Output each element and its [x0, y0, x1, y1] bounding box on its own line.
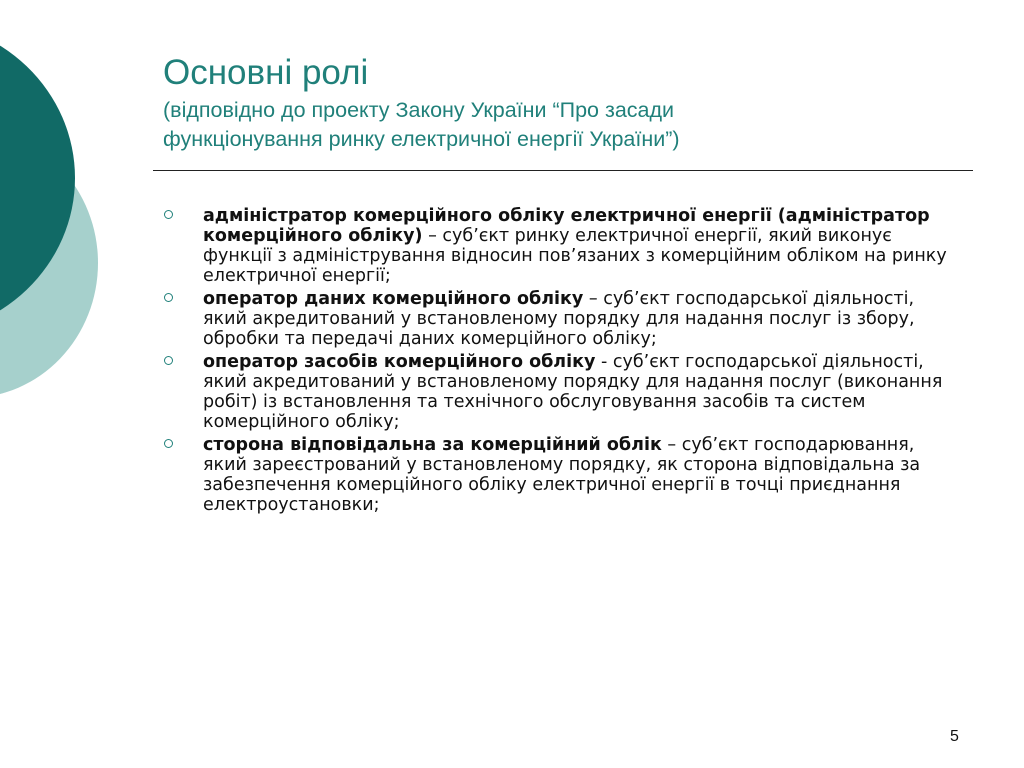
bullet-item — [160, 289, 960, 349]
bullet-term: адміністратор комерційного обліку електричної енергії (адміністратор комерційного обліку) — [203, 206, 930, 246]
title-block — [163, 52, 963, 154]
bullet-item — [160, 352, 960, 432]
page-number: 5 — [950, 728, 959, 745]
bullet-text: – суб’єкт господарювання, який зареєстрований у встановленому порядку, як сторона відповідальна за забезпечення комерційного обліку електричної енергії в точці приєднання електроустановки; — [203, 435, 921, 515]
content-area — [160, 206, 960, 518]
bullet-term: сторона відповідальна за комерційний облік — [203, 435, 662, 455]
slide-title: Основні ролі — [163, 53, 369, 92]
bullet-item — [160, 435, 960, 515]
hollow-circle-bullet-icon — [164, 439, 173, 448]
subtitle-line-2: функціонування ринку електричної енергії України”) — [163, 127, 680, 151]
bullet-text: – суб’єкт ринку електричної енергії, який виконує функції з адміністрування відносин пов’язаних з комерційним обліком на ринку електричної енергії; — [203, 226, 947, 286]
bullet-list — [160, 206, 960, 515]
hollow-circle-bullet-icon — [164, 293, 173, 302]
bullet-term: оператор даних комерційного обліку — [203, 289, 584, 309]
subtitle-line-1: (відповідно до проекту Закону України “Про засади — [163, 98, 675, 122]
slide-subtitle — [163, 96, 963, 154]
title-divider — [153, 170, 973, 171]
bullet-term: оператор засобів комерційного обліку — [203, 352, 596, 372]
hollow-circle-bullet-icon — [164, 210, 173, 219]
bullet-text: - суб’єкт господарської діяльності, який акредитований у встановленому порядку для надання послуг (виконання робіт) із встановлення та технічного обслуговування засобів та систем комерційного обліку; — [203, 352, 943, 432]
bullet-item — [160, 206, 960, 286]
hollow-circle-bullet-icon — [164, 356, 173, 365]
bullet-text: – суб’єкт господарської діяльності, який акредитований у встановленому порядку для надання послуг із збору, обробки та передачі даних комерційного обліку; — [203, 289, 915, 349]
